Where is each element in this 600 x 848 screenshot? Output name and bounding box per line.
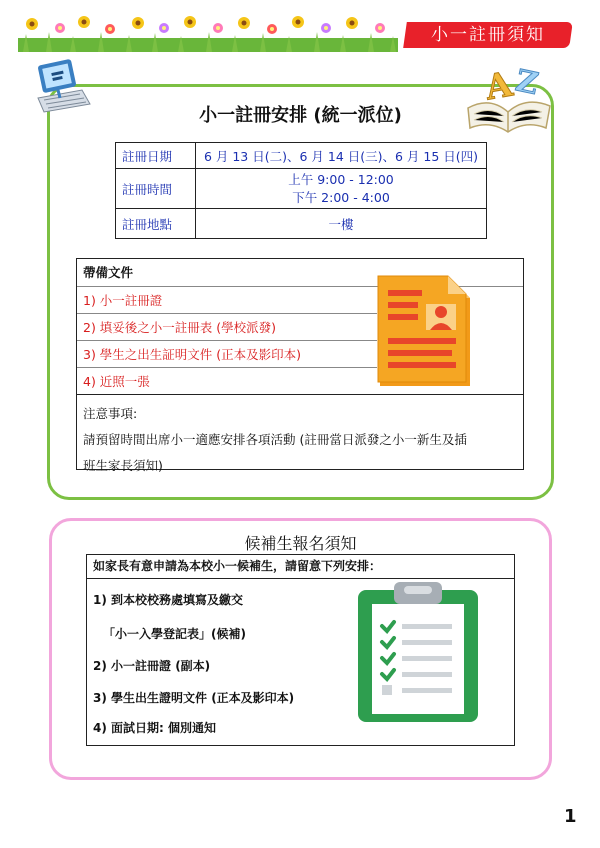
table-row	[116, 209, 487, 239]
header-title: 小一註冊須知	[431, 25, 545, 45]
notes-line: 請預留時間出席小一適應安排各項活動 (註冊當日派發之小一新生及插	[83, 432, 467, 447]
computer-keyboard-icon	[30, 58, 94, 122]
waitlist-item: 1) 到本校校務處填寫及繳交	[93, 593, 244, 607]
waitlist-item: 2) 小一註冊證 (副本)	[93, 659, 211, 673]
page-number: 1	[564, 806, 577, 827]
notes-heading: 注意事項:	[83, 406, 138, 421]
waitlist-item: 4) 面試日期: 個別通知	[93, 721, 216, 735]
registration-title: 小一註冊安排 (統一派位)	[199, 105, 402, 126]
open-book-az-icon	[462, 58, 554, 138]
registration-table	[115, 142, 487, 239]
document-item: 4) 近照一張	[77, 368, 523, 395]
document-profile-icon	[376, 274, 474, 392]
document-item: 2) 填妥後之小一註冊表 (學校派發)	[77, 314, 377, 341]
flower-strip-decoration	[18, 14, 398, 52]
registration-location-label: 註冊地點	[116, 209, 196, 239]
svg-text:Z: Z	[512, 63, 542, 103]
waitlist-title: 候補生報名須知	[244, 534, 357, 553]
svg-text:A: A	[482, 64, 516, 109]
table-row	[116, 169, 487, 209]
clipboard-checklist-icon	[356, 580, 480, 724]
waitlist-item: 「小一入學登記表」(候補)	[103, 627, 246, 641]
waitlist-intro: 如家長有意申請為本校小一候補生，請留意下列安排：	[87, 555, 514, 579]
notes-line: 班生家長須知)	[83, 458, 163, 473]
notes-section	[83, 401, 517, 479]
document-item: 3) 學生之出生証明文件 (正本及影印本)	[77, 341, 377, 368]
registration-time-am: 上午 9:00 - 12:00	[288, 171, 394, 187]
document-item: 1) 小一註冊證	[77, 287, 377, 314]
registration-location-value: 一樓	[196, 209, 487, 239]
registration-time-pm: 下午 2:00 - 4:00	[292, 189, 390, 205]
registration-date-label: 註冊日期	[116, 143, 196, 169]
table-row	[116, 143, 487, 169]
waitlist-item: 3) 學生出生證明文件 (正本及影印本)	[93, 691, 295, 705]
documents-heading: 帶備文件	[77, 259, 523, 287]
header-title-tag	[405, 22, 571, 48]
registration-time-value	[196, 169, 487, 209]
registration-date-value: 6 月 13 日(二)、6 月 14 日(三)、6 月 15 日(四)	[196, 143, 487, 169]
registration-time-label: 註冊時間	[116, 169, 196, 209]
